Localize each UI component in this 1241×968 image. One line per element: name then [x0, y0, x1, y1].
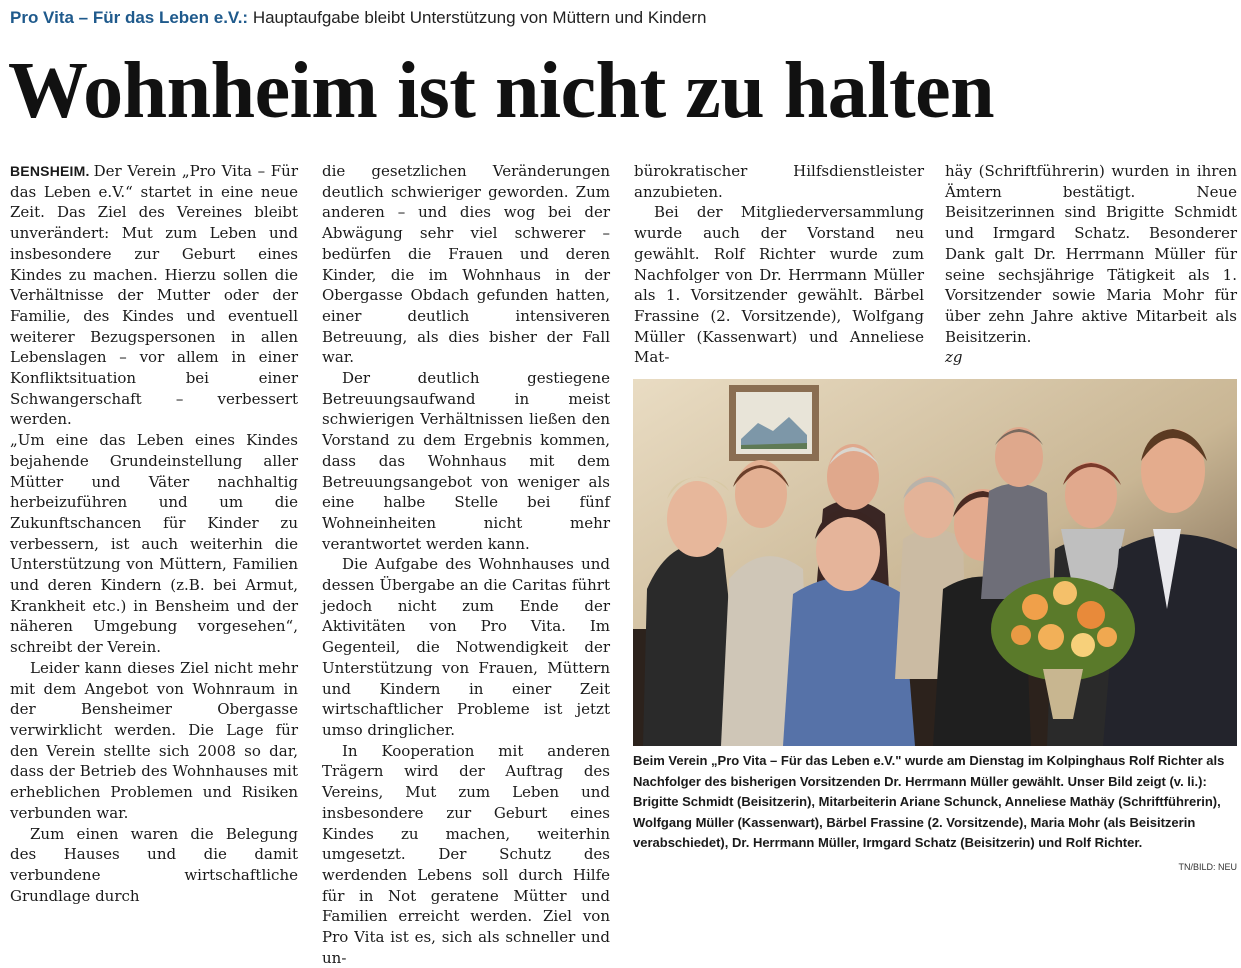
article-paragraph: Der deutlich gestiegene Betreuungsaufwand in meist schwierigen Verhältnissen ließen den Vorstand zu dem Ergebnis kommen, dass das Wohnhaus mit dem Betreuungsangebot von weniger als eine halbe Stelle bei fünf Wohneinheiten nicht mehr verantwortet werden kann.: [322, 369, 610, 553]
article-column-4: [945, 161, 1237, 368]
photo-caption: Beim Verein „Pro Vita – Für das Leben e.V." wurde am Dienstag im Kolpinghaus Rolf Richter als Nachfolger des bisherigen Vorsitzenden Dr. Herrmann Müller gewählt. Unser Bild zeigt (v. li.): Brigitte Schmidt (Beisitzerin), Mitarbeiterin Ariane Schunck, Anneliese Mathäy (Schriftführerin), Wolfgang Müller (Kassenwart), Bärbel Frassine (2. Vorsitzende), Maria Mohr (als Beisitzerin verabschiedet), Dr. Herrmann Müller, Irmgard Schatz (Beisitzerin) und Rolf Richter.: [633, 753, 1225, 851]
article-lead-text: Der Verein „Pro Vita – Für das Leben e.V.“ startet in eine neue Zeit. Das Ziel des Vereines bleibt unverändert: Mut zum Leben und insbesondere zur Geburt eines Kindes zu machen. Hierzu sollen die Verhältnisse der Mutter oder der Familie, des Kindes und eventuell weiterer Bezugspersonen in allen Lebenslagen – vor allem in einer Konfliktsituation bei einer Schwangerschaft – verbessert werden.: [10, 162, 298, 429]
article-paragraph: [10, 161, 298, 430]
author-signature: zg: [945, 348, 963, 367]
article-paragraph: „Um eine das Leben eines Kindes bejahende Grundeinstellung aller Mütter und Väter nachhaltig herbeizuführen und um die Zukunftschancen für Kinder zu verbessern, ist auch weiterhin die Unterstützung von Müttern, Familien und deren Kindern (z.B. bei Armut, Krankheit etc.) in Bensheim und der näheren Umgebung vorgesehen“, schreibt der Verein.: [10, 431, 298, 657]
article-paragraph: bürokratischer Hilfsdienstleister anzubieten.: [634, 162, 924, 201]
article-paragraph: häy (Schriftführerin) wurden in ihren Ämtern bestätigt. Neue Beisitzerinnen sind Brigitte Schmidt und Irmgard Schatz. Besonderer Dank galt Dr. Herrmann Müller für seine sechsjährige Tätigkeit als 1. Vorsitzender sowie Maria Mohr für über zehn Jahre aktive Mitarbeit als Beisitzerin.: [945, 162, 1237, 346]
kicker: [10, 8, 706, 28]
article-column-3: [634, 161, 924, 368]
article-paragraph: Zum einen waren die Belegung des Hauses und die damit verbundene wirtschaftliche Grundlage durch: [10, 824, 298, 905]
article-column-1: [10, 161, 298, 906]
headline: Wohnheim ist nicht zu halten: [8, 47, 995, 135]
photo-credit: TN/BILD: NEU: [1178, 862, 1237, 872]
article-paragraph: die gesetzlichen Veränderungen deutlich schwieriger geworden. Zum anderen – und dies wog bei der Abwägung sehr viel schwerer – bedürfen die Frauen und deren Kinder, die im Wohnhaus in der Obergasse Obdach gefunden hatten, einer deutlich intensiveren Betreuung, als dies bisher der Fall war.: [322, 162, 610, 367]
wall-painting: [729, 385, 819, 461]
kicker-subtitle: Hauptaufgabe bleibt Unterstützung von Müttern und Kindern: [252, 8, 707, 27]
article-paragraph: In Kooperation mit anderen Trägern wird der Auftrag des Vereins, Mut zum Leben und insbesondere zur Geburt eines Kindes zu machen, weiterhin umgesetzt. Der Schutz des werdenden Lebens soll durch Hilfe für in Not geratene Mütter und Familien erreicht werden. Ziel von Pro Vita ist es, sich als schneller und un-: [322, 741, 610, 967]
article-paragraph: Die Aufgabe des Wohnhauses und dessen Übergabe an die Caritas führt jedoch nicht zum Ende der Aktivitäten von Pro Vita. Im Gegenteil, die Notwendigkeit der Unterstützung von Frauen, Müttern und Kindern in einer Zeit wirtschaftlicher Probleme ist jetzt umso dringlicher.: [322, 555, 610, 739]
article-paragraph: Bei der Mitgliederversammlung wurde auch der Vorstand neu gewählt. Rolf Richter wurde zum Nachfolger von Dr. Herrmann Müller als 1. Vorsitzender gewählt. Bärbel Frassine (2. Vorsitzende), Wolfgang Müller (Kassenwart) und Anneliese Mat-: [634, 203, 924, 367]
group-photo: [633, 379, 1237, 746]
dateline: BENSHEIM.: [10, 163, 90, 179]
article-paragraph: Leider kann dieses Ziel nicht mehr mit dem Angebot von Wohnraum in der Bensheimer Obergasse verwirklicht werden. Die Lage für den Verein stellte sich 2008 so dar, dass der Betrieb des Wohnhauses mit erheblichen Problemen und Risiken verbunden war.: [10, 658, 298, 822]
article-column-2: [322, 161, 610, 968]
kicker-organization: Pro Vita – Für das Leben e.V.:: [10, 8, 249, 27]
